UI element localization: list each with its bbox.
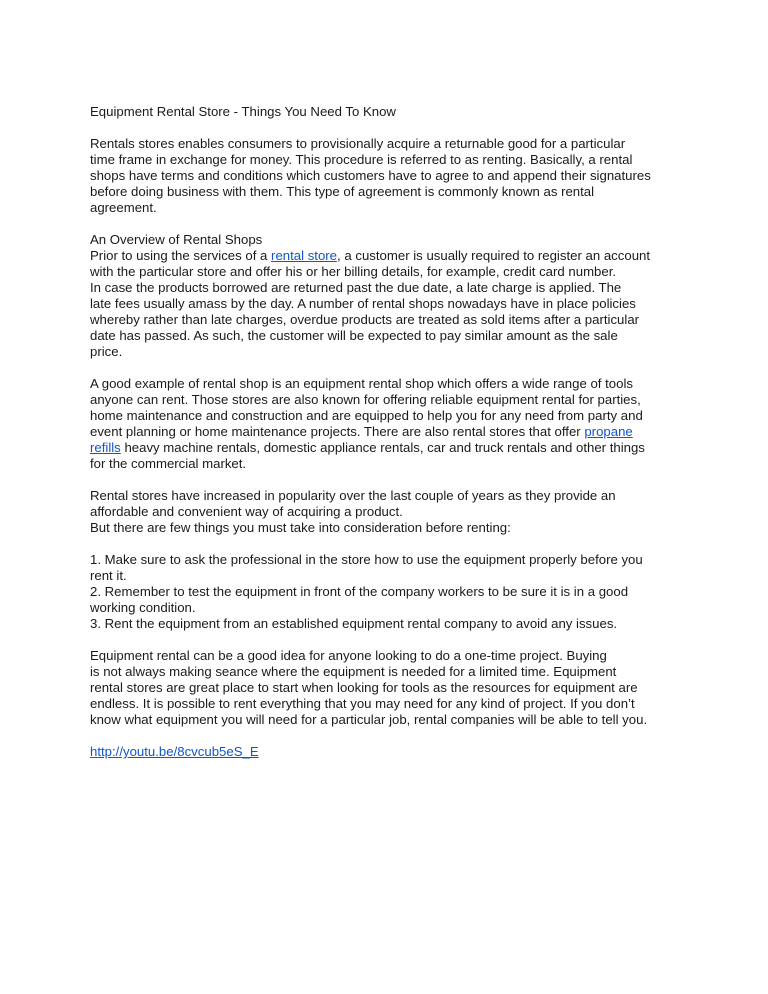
paragraph-gap: [90, 632, 690, 648]
tip-line: 1. Make sure to ask the professional in the store how to use the equipment properly before you: [90, 552, 643, 567]
text-line: shops have terms and conditions which customers have to agree to and append their signatures: [90, 168, 651, 183]
text-line: Rentals stores enables consumers to provisionally acquire a returnable good for a particular: [90, 136, 626, 151]
text-line: Equipment rental can be a good idea for anyone looking to do a one-time project. Buying: [90, 648, 607, 663]
tips-list: [90, 552, 690, 632]
paragraph-gap: [90, 536, 690, 552]
text-line: In case the products borrowed are returned past the due date, a late charge is applied. The: [90, 280, 622, 295]
text-line: date has passed. As such, the customer will be expected to pay similar amount as the sale: [90, 328, 618, 343]
paragraph-gap: [90, 472, 690, 488]
example-paragraph: [90, 376, 690, 472]
text-line: with the particular store and offer his or her billing details, for example, credit card number.: [90, 264, 617, 279]
text-line: anyone can rent. Those stores are also known for offering reliable equipment rental for parties,: [90, 392, 641, 407]
tip-line: working condition.: [90, 600, 196, 615]
tip-line: 2. Remember to test the equipment in front of the company workers to be sure it is in a good: [90, 584, 629, 599]
text-line: price.: [90, 344, 123, 359]
document-body: [90, 104, 690, 760]
text-line: for the commercial market.: [90, 456, 247, 471]
document-title: Equipment Rental Store - Things You Need To Know: [90, 104, 396, 119]
text-segment: , a customer is usually required to register an account: [337, 248, 651, 263]
overview-heading: An Overview of Rental Shops: [90, 232, 263, 247]
text-line: Rental stores have increased in popularity over the last couple of years as they provide an: [90, 488, 616, 503]
text-line: agreement.: [90, 200, 157, 215]
text-line: affordable and convenient way of acquiring a product.: [90, 504, 403, 519]
paragraph-gap: [90, 120, 690, 136]
tip-line: rent it.: [90, 568, 127, 583]
rental-store-link[interactable]: rental store: [271, 248, 338, 263]
propane-refills-link[interactable]: propane: [584, 424, 633, 439]
text-line: [90, 440, 690, 456]
overview-section: [90, 232, 690, 360]
tip-line: 3. Rent the equipment from an established equipment rental company to avoid any issues.: [90, 616, 618, 631]
text-line: rental stores are great place to start when looking for tools as the resources for equipment are: [90, 680, 638, 695]
text-line: endless. It is possible to rent everything that you may need for any kind of project. If you don’t: [90, 696, 635, 711]
text-line: A good example of rental shop is an equipment rental shop which offers a wide range of tools: [90, 376, 633, 391]
text-line: know what equipment you will need for a particular job, rental companies will be able to tell you.: [90, 712, 648, 727]
text-line: home maintenance and construction and are equipped to help you for any need from party and: [90, 408, 643, 423]
text-line: is not always making seance where the equipment is needed for a limited time. Equipment: [90, 664, 617, 679]
intro-paragraph: [90, 136, 690, 216]
conclusion-paragraph: [90, 648, 690, 728]
text-segment: event planning or home maintenance projects. There are also rental stores that offer: [90, 424, 585, 439]
text-segment: heavy machine rentals, domestic appliance rentals, car and truck rentals and other things: [120, 440, 645, 455]
text-line: before doing business with them. This type of agreement is commonly known as rental: [90, 184, 595, 199]
text-line: late fees usually amass by the day. A number of rental shops nowadays have in place policies: [90, 296, 636, 311]
paragraph-gap: [90, 728, 690, 744]
video-link-line: [90, 744, 690, 760]
video-link[interactable]: http://youtu.be/8cvcub5eS_E: [90, 744, 259, 759]
text-line: But there are few things you must take into consideration before renting:: [90, 520, 511, 535]
text-line: [90, 248, 690, 264]
text-line: [90, 424, 690, 440]
text-segment: Prior to using the services of a: [90, 248, 272, 263]
paragraph-gap: [90, 216, 690, 232]
paragraph-gap: [90, 360, 690, 376]
text-line: time frame in exchange for money. This procedure is referred to as renting. Basically, a rental: [90, 152, 633, 167]
propane-refills-link-continued[interactable]: refills: [90, 440, 121, 455]
popularity-paragraph: [90, 488, 690, 536]
text-line: whereby rather than late charges, overdue products are treated as sold items after a particular: [90, 312, 640, 327]
